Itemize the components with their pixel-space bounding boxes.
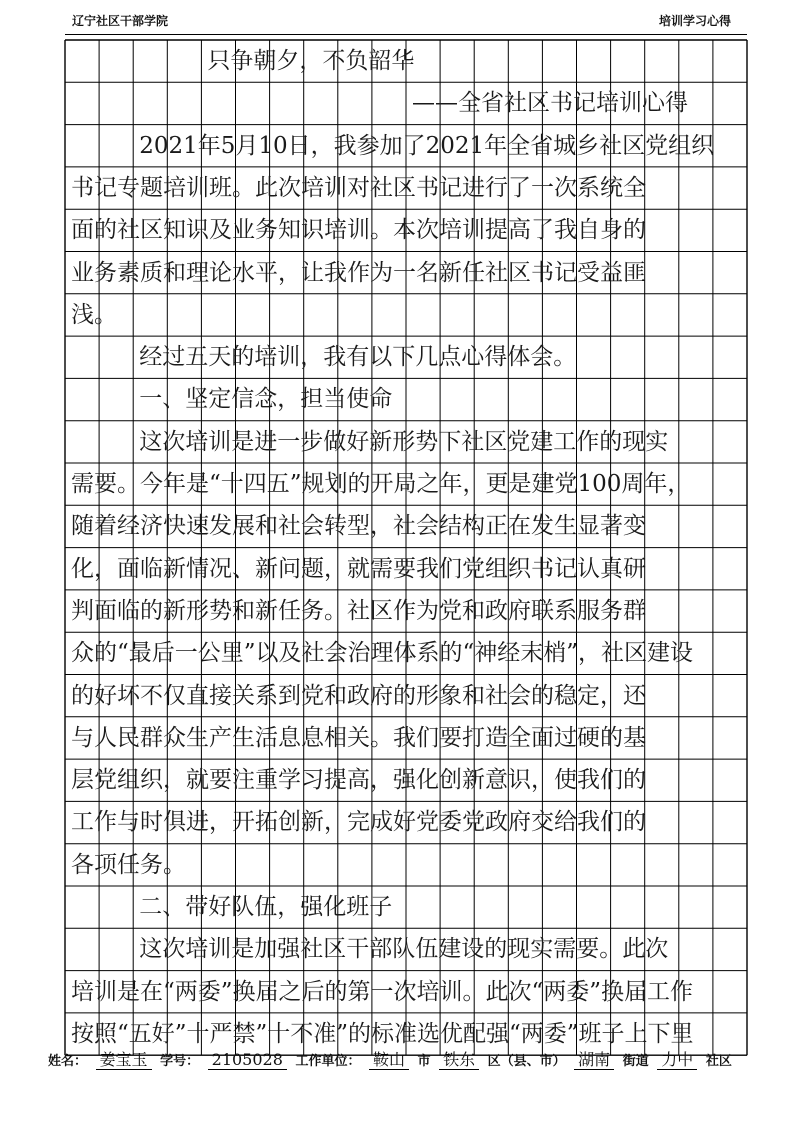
street-suffix: 街道 [622, 1054, 649, 1069]
essay-line: 随着经济快速发展和社会转型，社会结构正在发生显著变 [71, 513, 646, 540]
essay-line: 面的社区知识及业务知识培训。本次培训提高了我自身的 [71, 217, 646, 244]
name-label: 姓名： [48, 1054, 88, 1069]
student-id-label: 学号： [160, 1054, 200, 1069]
essay-line: 这次培训是进一步做好新形势下社区党建工作的现实 [139, 428, 669, 455]
essay-line: 2021年5月10日，我参加了2021年全省城乡社区党组织 [139, 132, 715, 159]
city-value: 鞍山 [369, 1050, 409, 1070]
essay-line: 浅。 [71, 301, 117, 328]
essay-line: 众的“最后一公里”以及社会治理体系的“神经末梢”，社区建设 [71, 640, 694, 667]
community-value: 力中 [657, 1050, 697, 1070]
essay-line: 经过五天的培训，我有以下几点心得体会。 [139, 344, 577, 371]
essay-line: 业务素质和理论水平，让我作为一名新任社区书记受益匪 [71, 259, 646, 286]
street-value: 湖南 [574, 1050, 614, 1070]
work-unit-label: 工作单位： [295, 1054, 361, 1069]
essay-line: 判面临的新形势和新任务。社区作为党和政府联系服务群 [71, 597, 646, 624]
essay-line: 只争朝夕，不负韶华 [207, 48, 415, 74]
essay-line: 按照“五好”十严禁”十不准”的标准选优配强“两委”班子上下里 [71, 1020, 694, 1047]
essay-line: 的好坏不仅直接关系到党和政府的形象和社会的稳定，还 [71, 682, 646, 709]
essay-line: 二、带好队伍，强化班子 [139, 894, 393, 920]
community-suffix: 社区 [705, 1054, 732, 1069]
district-value: 铁东 [439, 1050, 479, 1070]
name-value: 姜宝玉 [96, 1050, 152, 1070]
student-id-value: 2105028 [208, 1050, 287, 1070]
city-suffix: 市 [417, 1054, 431, 1069]
essay-line: 工作与时俱进，开拓创新，完成好党委党政府交给我们的 [71, 809, 646, 836]
footer-student-info [48, 1047, 736, 1070]
essay-line: 培训是在“两委”换届之后的第一次培训。此次“两委”换届工作 [71, 978, 694, 1005]
header-institution: 辽宁社区干部学院 [72, 14, 169, 28]
essay-line: 各项任务。 [71, 851, 186, 878]
header-doc-type: 培训学习心得 [658, 14, 731, 28]
essay-line: 化，面临新情况、新问题，就需要我们党组织书记认真研 [71, 555, 646, 582]
essay-line: ——全省社区书记培训心得 [412, 90, 688, 117]
essay-line: 书记专题培训班。此次培训对社区书记进行了一次系统全 [71, 174, 646, 201]
essay-line: 与人民群众生产生活息息相关。我们要打造全面过硬的基 [71, 724, 646, 751]
essay-line: 一、坚定信念，担当使命 [139, 386, 393, 413]
essay-line: 这次培训是加强社区干部队伍建设的现实需要。此次 [139, 936, 669, 963]
essay-line: 层党组织，就要注重学习提高，强化创新意识，使我们的 [71, 767, 646, 794]
essay-line: 需要。今年是“十四五”规划的开局之年，更是建党100周年， [71, 471, 691, 497]
district-suffix: 区（县、市） [487, 1054, 566, 1069]
